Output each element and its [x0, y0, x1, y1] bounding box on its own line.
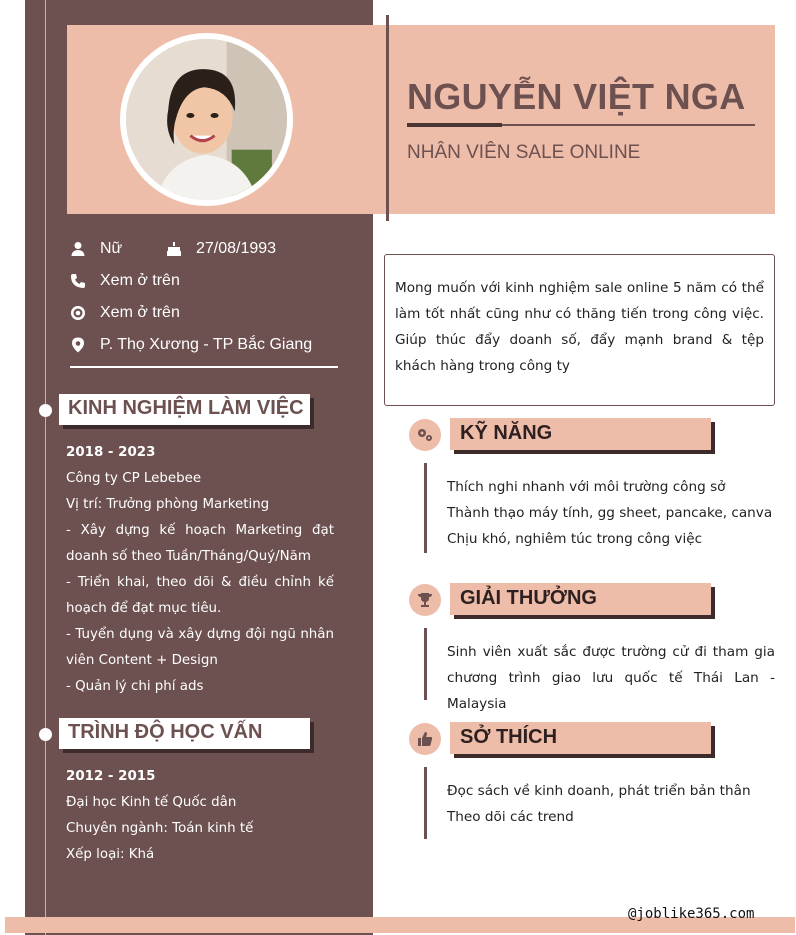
- at-sign-icon: [70, 305, 86, 321]
- profile-photo: [126, 39, 287, 200]
- portrait-image: [126, 39, 287, 200]
- hobbies-list: [447, 778, 775, 830]
- experience-position: Vị trí: Trưởng phòng Marketing: [66, 497, 270, 512]
- skill-item: Thích nghi nhanh với môi trường công sở: [447, 479, 726, 495]
- awards-heading: GIẢI THƯỞNG: [450, 583, 711, 615]
- career-objective: Mong muốn với kinh nghiệm sale online 5 năm có thể làm tốt nhất cũng như có thăng tiến trong công việc. Giúp thúc đẩy doanh số, đẩy mạnh brand & tệp khách hàng trong công ty: [384, 254, 775, 406]
- experience-duty: - Quản lý chi phí ads: [66, 679, 204, 694]
- experience-content: [66, 440, 334, 700]
- skill-item: Thành thạo máy tính, gg sheet, pancake, canva: [447, 505, 773, 521]
- awards-text: Sinh viên xuất sắc được trường cử đi tham gia chương trình giao lưu quốc tế Thái Lan - Malaysia: [447, 644, 775, 712]
- gears-icon: [409, 419, 441, 451]
- awards-line: [424, 628, 427, 700]
- experience-company: Công ty CP Lebebee: [66, 471, 202, 486]
- name-underline-accent: [407, 123, 502, 127]
- experience-heading: KINH NGHIỆM LÀM VIỆC: [59, 394, 310, 425]
- phone-icon: [70, 273, 86, 289]
- education-content: [66, 764, 334, 868]
- email-value: Xem ở trên: [100, 304, 180, 321]
- hobby-item: Theo dõi các trend: [447, 809, 574, 825]
- header-divider: [386, 15, 389, 221]
- phone-row: [70, 272, 180, 290]
- experience-period: 2018 - 2023: [66, 445, 156, 460]
- birthday-value: 27/08/1993: [196, 240, 277, 257]
- location-pin-icon: [70, 337, 86, 353]
- education-major: Chuyên ngành: Toán kinh tế: [66, 821, 254, 836]
- job-title: NHÂN VIÊN SALE ONLINE: [407, 142, 641, 163]
- timeline-dot: [39, 404, 52, 417]
- watermark-text: @joblike365.com: [628, 906, 755, 922]
- skills-heading: KỸ NĂNG: [450, 418, 711, 450]
- info-divider: [70, 366, 338, 368]
- birthday-row: [166, 240, 276, 258]
- gender-row: [70, 240, 122, 258]
- address-row: [70, 336, 312, 354]
- address-value: P. Thọ Xương - TP Bắc Giang: [100, 336, 313, 353]
- skills-line: [424, 463, 427, 553]
- education-period: 2012 - 2015: [66, 769, 156, 784]
- education-heading: TRÌNH ĐỘ HỌC VẤN: [59, 718, 310, 749]
- experience-duty: - Xây dựng kế hoạch Marketing đạt doanh số theo Tuần/Tháng/Quý/Năm: [66, 523, 334, 564]
- trophy-icon: [409, 584, 441, 616]
- education-grade: Xếp loại: Khá: [66, 847, 155, 862]
- person-icon: [70, 241, 86, 257]
- experience-duty: - Tuyển dụng và xây dựng đội ngũ nhân viên Content + Design: [66, 627, 334, 668]
- sidebar-vertical-rule: [45, 0, 46, 935]
- hobbies-heading: SỞ THÍCH: [450, 722, 711, 754]
- skill-item: Chịu khó, nghiêm túc trong công việc: [447, 531, 703, 547]
- gender-value: Nữ: [100, 240, 123, 257]
- skills-list: [447, 474, 775, 552]
- hobby-item: Đọc sách về kinh doanh, phát triển bản thân: [447, 783, 751, 799]
- cake-icon: [166, 241, 182, 257]
- candidate-name: NGUYỄN VIỆT NGA: [407, 76, 746, 117]
- thumbs-up-icon: [409, 723, 441, 755]
- email-row: [70, 304, 180, 322]
- timeline-dot: [39, 728, 52, 741]
- profile-photo-frame: [120, 33, 293, 206]
- experience-duty: - Triển khai, theo dõi & điều chỉnh kế hoạch để đạt mục tiêu.: [66, 575, 334, 616]
- hobbies-line: [424, 767, 427, 839]
- education-school: Đại học Kinh tế Quốc dân: [66, 795, 237, 810]
- phone-value: Xem ở trên: [100, 272, 180, 289]
